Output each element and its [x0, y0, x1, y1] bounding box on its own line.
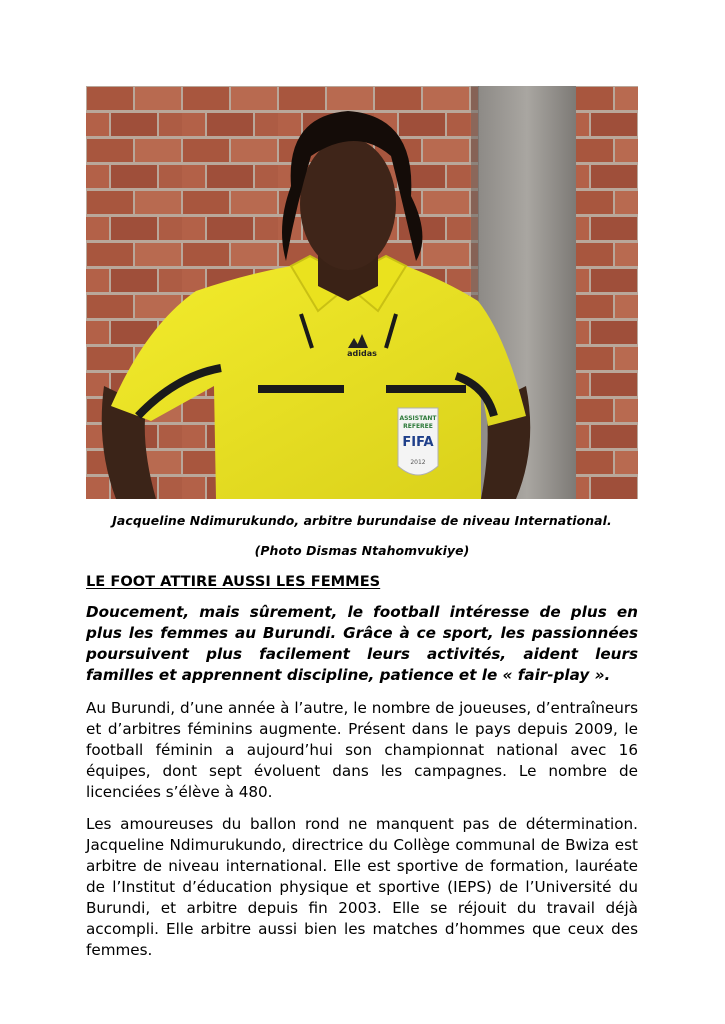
article-paragraph-2: Les amoureuses du ballon rond ne manquent pas de détermination. Jacqueline Ndimurukundo, directrice du Collège communal de Bwiza est arbitre de niveau international. Elle est sportive de formation, lauréate de l’Institut d’éducation physique et sportive (IEPS) de l’Université du Burundi, et arbitre depuis fin 2003. Elle se réjouit du travail déjà accompli. Elle arbitre aussi bien les matches d’hommes que ceux des femmes. [86, 815, 638, 959]
photo-caption: Jacqueline Ndimurukundo, arbitre burundaise de niveau International. [112, 513, 612, 528]
article-paragraph-1: Au Burundi, d’une année à l’autre, le nombre de joueuses, d’entraîneurs et d’arbitres féminins augmente. Présent dans le pays depuis 2009, le football féminin a aujourd’hui son championnat national avec 16 équipes, dont sept évoluent dans les campagnes. Le nombre de licenciées s’élève à 480. [86, 699, 638, 801]
badge-year: 2012 [410, 459, 426, 466]
badge-line2: REFEREE [403, 423, 433, 430]
article-lead: Doucement, mais sûrement, le football intéresse de plus en plus les femmes au Burundi. Grâce à ce sport, les passionnées poursuivent plus facilement leurs activités, aident leurs familles et apprennent discipline, patience et le « fair-play ». [86, 603, 638, 684]
brand-logo: adidas [347, 349, 377, 358]
referee-photo [86, 86, 638, 499]
article-heading: LE FOOT ATTIRE AUSSI LES FEMMES [86, 573, 381, 590]
fifa-logo: FIFA [402, 435, 434, 450]
photo-credit: (Photo Dismas Ntahomvukiye) [254, 543, 470, 558]
badge-line1: ASSISTANT [399, 415, 437, 422]
